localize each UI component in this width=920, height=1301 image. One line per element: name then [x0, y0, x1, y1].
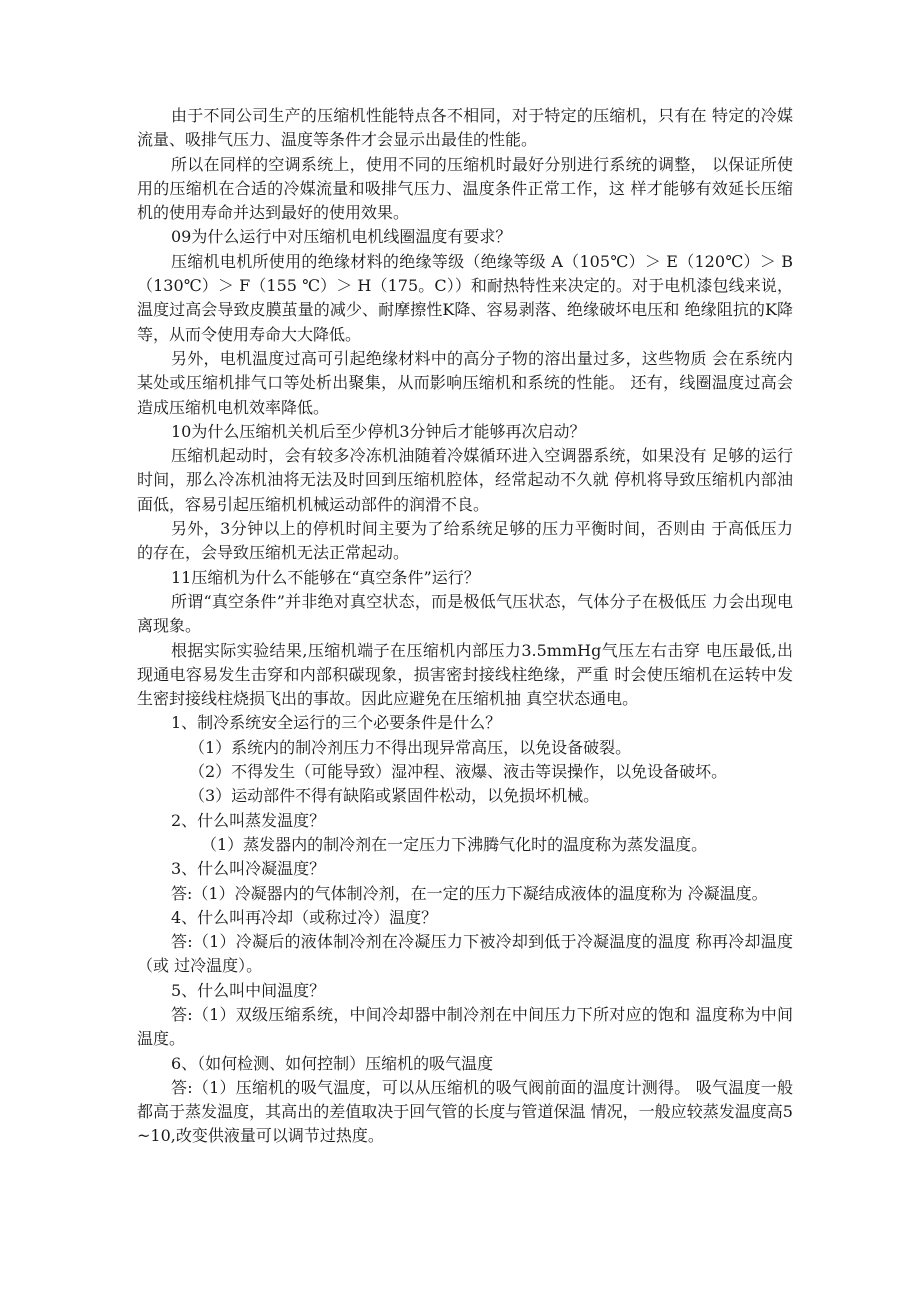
- paragraph: 压缩机起动时，会有较多冷冻机油随着冷媒循环进入空调器系统，如果没有 足够的运行时间，那么冷冻机油将无法及时回到压缩机腔体，经常起动不久就 停机将导致压缩机内部油面低，容易引起压缩机机械运动部件的润滑不良。: [137, 446, 793, 514]
- list-item: （1）系统内的制冷剂压力不得出现异常高压，以免设备破裂。: [189, 737, 632, 757]
- paragraph: 根据实际实验结果,压缩机端子在压缩机内部压力3.5mmHg气压左右击穿 电压最低,出现通电容易发生击穿和内部积碳现象，损害密封接线柱绝缘，严重 时会使压缩机在运转中发生密封接线柱烧损飞出的事故。因此应避免在压缩机抽 真空状态通电。: [137, 640, 793, 709]
- question-heading: 1、制冷系统安全运行的三个必要条件是什么？: [171, 713, 502, 733]
- paragraph: 所以在同样的空调系统上，使用不同的压缩机时最好分别进行系统的调整， 以保证所使用的压缩机在合适的冷媒流量和吸排气压力、温度条件正常工作，这 样才能够有效延长压缩机的使用寿命并达到最好的使用效果。: [137, 154, 793, 223]
- list-item: （2）不得发生（可能导致）湿冲程、液爆、液击等误操作，以免设备破坏。: [189, 762, 728, 782]
- question-heading: 09为什么运行中对压缩机电机线圈温度有要求？: [171, 227, 512, 247]
- question-heading: 3、什么叫冷凝温度？: [171, 859, 326, 879]
- document-page: [137, 104, 793, 1149]
- question-heading: 5、什么叫中间温度？: [171, 980, 326, 1000]
- question-heading: 11压缩机为什么不能够在“真空条件”运行？: [171, 567, 480, 587]
- paragraph: 另外，电机温度过高可引起绝缘材料中的高分子物的溶出量过多，这些物质 会在系统内某处或压缩机排气口等处析出聚集，从而影响压缩机和系统的性能。 还有，线圈温度过高会造成压缩机电机效率降低。: [137, 348, 793, 417]
- answer-paragraph: 答:（1）双级压缩系统，中间冷却器中制冷剂在中间压力下所对应的饱和 温度称为中间温度。: [137, 1004, 793, 1049]
- paragraph: 所谓“真空条件”并非绝对真空状态，而是极低气压状态，气体分子在极低压 力会出现电离现象。: [137, 591, 793, 636]
- list-item: （1）蒸发器内的制冷剂在一定压力下沸腾气化时的温度称为蒸发温度。: [201, 834, 708, 854]
- question-heading: 6、（如何检测、如何控制）压缩机的吸气温度: [171, 1053, 494, 1073]
- answer-paragraph: 答:（1）压缩机的吸气温度，可以从压缩机的吸气阀前面的温度计测得。 吸气温度一般都高于蒸发温度，其高出的差值取决于回气管的长度与管道保温 情况，一般应较蒸发温度高5~10,改变供液量可以调节过热度。: [137, 1077, 793, 1146]
- question-heading: 4、什么叫再冷却（或称过冷）温度？: [171, 907, 438, 927]
- answer-paragraph: 答:（1）冷凝后的液体制冷剂在冷凝压力下被冷却到低于冷凝温度的温度 称再冷却温度（或 过冷温度）。: [137, 932, 793, 976]
- paragraph: 由于不同公司生产的压缩机性能特点各不相同，对于特定的压缩机，只有在 特定的冷媒流量、吸排气压力、温度等条件才会显示出最佳的性能。: [137, 106, 793, 150]
- paragraph: 另外，3分钟以上的停机时间主要为了给系统足够的压力平衡时间，否则由 于高低压力的存在，会导致压缩机无法正常起动。: [137, 519, 793, 563]
- answer-paragraph: 答:（1）冷凝器内的气体制冷剂，在一定的压力下凝结成液体的温度称为 冷凝温度。: [171, 883, 768, 903]
- question-heading: 10为什么压缩机关机后至少停机3分钟后才能够再次启动？: [171, 421, 586, 441]
- list-item: （3）运动部件不得有缺陷或紧固件松动，以免损坏机械。: [189, 786, 600, 806]
- question-heading: 2、什么叫蒸发温度？: [171, 810, 326, 830]
- paragraph: 压缩机电机所使用的绝缘材料的绝缘等级（绝缘等级 A（105℃）＞ E（120℃）＞ B（130℃）＞ F（155 ℃）＞ H（175。C））和耐热特性来决定的。对于电机漆包线来说， 温度过高会导致皮膜茧量的减少、耐摩擦性K降、容易剥落、绝缘破坏电压和 绝缘阻抗的K降等，从而令使用寿命大大降低。: [137, 251, 793, 344]
